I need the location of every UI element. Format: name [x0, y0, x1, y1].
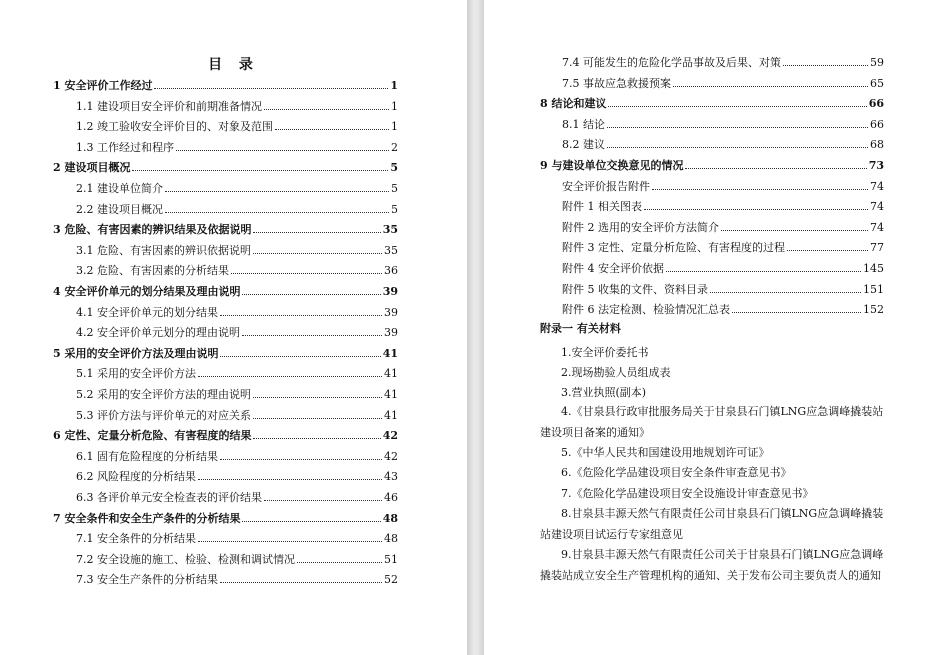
- appendix-item: 7.《危险化学品建设项目安全设施设计审查意见书》: [561, 487, 814, 500]
- dot-leader: [608, 97, 866, 107]
- toc-entry-page: 41: [384, 367, 398, 381]
- dot-leader: [666, 262, 861, 272]
- toc-entry-page: 152: [863, 303, 884, 317]
- toc-entry-label: 2.1 建设单位简介: [76, 182, 163, 195]
- dot-leader: [198, 532, 382, 542]
- dot-leader: [652, 180, 868, 190]
- dot-leader: [783, 56, 868, 66]
- toc-entry-label: 附件 3 定性、定量分析危险、有害程度的过程: [562, 241, 785, 255]
- toc-entry[interactable]: [76, 409, 398, 423]
- toc-entry-label: 5.3 评价方法与评价单元的对应关系: [76, 408, 251, 422]
- toc-entry-page: 65: [870, 76, 884, 90]
- toc-entry-label: 2 建设项目概况: [53, 161, 131, 175]
- toc-entry-label: 6.2 风险程度的分析结果: [76, 470, 196, 484]
- toc-entry[interactable]: [76, 264, 398, 278]
- dot-leader: [297, 553, 382, 563]
- toc-entry-label: 2.2 建设项目概况: [76, 202, 163, 216]
- toc-entry[interactable]: [562, 221, 884, 235]
- toc-entry-label: 7.4 可能发生的危险化学品事故及后果、对策: [562, 56, 781, 69]
- toc-entry-page: 1: [391, 120, 398, 134]
- toc-entry-page: 41: [382, 346, 398, 360]
- toc-entry-page: 42: [384, 449, 398, 463]
- toc-entry[interactable]: [562, 262, 884, 276]
- toc-entry-label: 7.3 安全生产条件的分析结果: [76, 573, 218, 587]
- toc-entry-label: 7.5 事故应急救援预案: [562, 76, 671, 90]
- dot-leader: [673, 77, 868, 87]
- toc-entry[interactable]: [562, 138, 884, 152]
- dot-leader: [154, 79, 388, 89]
- toc-entry-label: 1.1 建设项目安全评价和前期准备情况: [76, 99, 262, 113]
- dot-leader: [644, 200, 868, 210]
- toc-entry[interactable]: [76, 470, 398, 484]
- dot-leader: [220, 573, 382, 583]
- toc-entry[interactable]: [53, 347, 398, 361]
- dot-leader: [220, 347, 380, 357]
- toc-entry-label: 4.1 安全评价单元的划分结果: [76, 305, 218, 319]
- toc-entry-label: 7 安全条件和安全生产条件的分析结果: [53, 511, 241, 525]
- toc-entry[interactable]: [76, 388, 398, 402]
- toc-entry[interactable]: [76, 491, 398, 505]
- toc-entry-page: 41: [384, 408, 398, 422]
- appendix-item: 5.《中华人民共和国建设用地规划许可证》: [561, 446, 770, 459]
- toc-entry-page: 68: [870, 138, 884, 152]
- toc-entry[interactable]: [76, 573, 398, 587]
- dot-leader: [253, 244, 382, 254]
- toc-entry-page: 74: [870, 200, 884, 214]
- toc-entry[interactable]: [76, 100, 398, 114]
- toc-entry[interactable]: [53, 429, 398, 443]
- toc-entry-page: 59: [870, 56, 884, 69]
- toc-entry-page: 1: [391, 99, 398, 113]
- toc-entry-label: 7.2 安全设施的施工、检验、检测和调试情况: [76, 552, 295, 566]
- toc-entry-label: 8.1 结论: [562, 117, 605, 131]
- dot-leader: [231, 264, 382, 274]
- toc-entry-page: 1: [390, 79, 398, 92]
- dot-leader: [132, 161, 388, 171]
- dot-leader: [242, 326, 382, 336]
- appendix-title: 附录一 有关材料: [540, 322, 621, 335]
- toc-entry-label: 3 危险、有害因素的辨识结果及依据说明: [53, 223, 252, 237]
- toc-entry-label: 3.1 危险、有害因素的辨识依据说明: [76, 243, 251, 257]
- dot-leader: [721, 221, 868, 231]
- dot-leader: [787, 241, 868, 251]
- toc-entry-page: 5: [391, 202, 398, 216]
- toc-entry[interactable]: [53, 285, 398, 299]
- toc-entry-page: 74: [870, 179, 884, 193]
- toc-entry-label: 1 安全评价工作经过: [53, 79, 153, 92]
- toc-entry-page: 39: [384, 326, 398, 340]
- toc-entry-label: 3.2 危险、有害因素的分析结果: [76, 264, 229, 278]
- toc-entry-page: 48: [384, 532, 398, 546]
- toc-entry[interactable]: [562, 56, 884, 70]
- toc-entry-page: 151: [863, 282, 884, 296]
- toc-entry[interactable]: [562, 241, 884, 255]
- toc-entry-page: 145: [863, 262, 884, 275]
- dot-leader: [165, 203, 389, 213]
- toc-entry-label: 6 定性、定量分析危险、有害程度的结果: [53, 429, 252, 443]
- appendix-item: 9.甘泉县丰源天然气有限责任公司关于甘泉县石门镇LNG应急调峰撬装站成立安全生产管理机构的通知、关于发布公司主要负责人的通知: [540, 548, 884, 582]
- dot-leader: [732, 303, 861, 313]
- toc-title: 目 录: [208, 57, 259, 73]
- appendix-item: 3.营业执照(副本): [561, 386, 647, 399]
- toc-entry[interactable]: [53, 223, 398, 237]
- toc-entry-page: 35: [382, 223, 398, 237]
- dot-leader: [253, 429, 380, 439]
- toc-entry-label: 5.2 采用的安全评价方法的理由说明: [76, 388, 251, 401]
- toc-entry[interactable]: [76, 450, 398, 464]
- toc-entry-page: 66: [870, 117, 884, 131]
- toc-entry-page: 36: [384, 264, 398, 278]
- toc-entry[interactable]: [562, 118, 884, 132]
- toc-entry-label: 1.2 竣工验收安全评价目的、对象及范围: [76, 120, 273, 134]
- dot-leader: [198, 470, 382, 480]
- toc-entry-page: 39: [382, 285, 398, 298]
- dot-leader: [253, 223, 380, 233]
- toc-entry-label: 8.2 建议: [562, 138, 605, 152]
- dot-leader: [176, 141, 389, 151]
- toc-entry[interactable]: [562, 303, 884, 317]
- toc-entry[interactable]: [540, 97, 884, 111]
- toc-entry-page: 77: [870, 241, 884, 255]
- toc-entry-page: 48: [382, 511, 398, 525]
- toc-entry[interactable]: [76, 182, 398, 196]
- appendix-item: 2.现场勘验人员组成表: [561, 366, 671, 379]
- dot-leader: [685, 159, 866, 169]
- toc-entry-page: 35: [384, 243, 398, 257]
- toc-entry-label: 安全评价报告附件: [562, 179, 650, 193]
- toc-entry[interactable]: [76, 244, 398, 258]
- dot-leader: [607, 118, 868, 128]
- dot-leader: [253, 409, 382, 419]
- appendix-item: 8.甘泉县丰源天然气有限责任公司甘泉县石门镇LNG应急调峰撬装站建设项目试运行专家组意见: [540, 507, 884, 541]
- toc-entry[interactable]: [53, 79, 398, 93]
- toc-entry-page: 51: [384, 552, 398, 566]
- toc-entry-page: 73: [868, 159, 884, 172]
- toc-entry-label: 附件 6 法定检测、检验情况汇总表: [562, 303, 730, 317]
- appendix-item: 6.《危险化学品建设项目安全条件审查意见书》: [561, 466, 792, 479]
- toc-entry-label: 7.1 安全条件的分析结果: [76, 532, 196, 546]
- toc-entry[interactable]: [76, 367, 398, 381]
- toc-entry-label: 8 结论和建议: [540, 97, 607, 111]
- dot-leader: [165, 182, 389, 192]
- toc-entry[interactable]: [76, 326, 398, 340]
- dot-leader: [220, 306, 382, 316]
- dot-leader: [198, 367, 382, 377]
- toc-entry-page: 39: [384, 305, 398, 319]
- toc-entry-label: 6.3 各评价单元安全检查表的评价结果: [76, 491, 262, 504]
- toc-entry-page: 42: [382, 429, 398, 443]
- toc-entry[interactable]: [53, 512, 398, 526]
- dot-leader: [264, 100, 389, 110]
- dot-leader: [275, 120, 389, 130]
- toc-entry-label: 附件 5 收集的文件、资料目录: [562, 282, 708, 296]
- toc-entry[interactable]: [76, 120, 398, 134]
- toc-entry-label: 附件 2 选用的安全评价方法简介: [562, 220, 719, 234]
- left-page: [0, 0, 467, 655]
- dot-leader: [242, 512, 380, 522]
- toc-entry[interactable]: [562, 77, 884, 91]
- toc-entry-label: 1.3 工作经过和程序: [76, 140, 174, 154]
- page-gutter: [467, 0, 484, 655]
- toc-entry[interactable]: [562, 283, 884, 297]
- dot-leader: [220, 450, 382, 460]
- toc-entry[interactable]: [562, 200, 884, 214]
- toc-entry-page: 74: [870, 220, 884, 234]
- toc-entry-label: 5 采用的安全评价方法及理由说明: [53, 346, 219, 360]
- dot-leader: [710, 283, 861, 293]
- toc-entry-label: 6.1 固有危险程度的分析结果: [76, 449, 218, 463]
- toc-entry-label: 5.1 采用的安全评价方法: [76, 367, 196, 381]
- toc-entry-label: 附件 4 安全评价依据: [562, 262, 664, 275]
- toc-entry-label: 4 安全评价单元的划分结果及理由说明: [53, 285, 241, 298]
- toc-entry-page: 5: [390, 161, 398, 175]
- toc-entry-page: 43: [384, 470, 398, 484]
- dot-leader: [242, 285, 380, 295]
- dot-leader: [253, 388, 382, 398]
- right-page: [484, 0, 952, 655]
- appendix-item: 4.《甘泉县行政审批服务局关于甘泉县石门镇LNG应急调峰撬装站建设项目备案的通知》: [540, 405, 884, 439]
- toc-entry-page: 52: [384, 573, 398, 587]
- toc-entry-label: 附件 1 相关图表: [562, 200, 642, 214]
- toc-entry-page: 2: [391, 140, 398, 154]
- toc-entry-page: 66: [868, 97, 884, 111]
- toc-entry[interactable]: [76, 203, 398, 217]
- toc-entry[interactable]: [76, 306, 398, 320]
- toc-entry-page: 46: [384, 491, 398, 504]
- toc-entry[interactable]: [76, 553, 398, 567]
- dot-leader: [607, 138, 868, 148]
- toc-entry-page: 41: [384, 388, 398, 401]
- appendix-item: 1.安全评价委托书: [561, 346, 649, 359]
- toc-entry[interactable]: [540, 159, 884, 173]
- dot-leader: [264, 491, 382, 501]
- toc-entry-label: 4.2 安全评价单元划分的理由说明: [76, 326, 240, 340]
- toc-entry[interactable]: [562, 180, 884, 194]
- toc-entry[interactable]: [76, 141, 398, 155]
- toc-entry[interactable]: [76, 532, 398, 546]
- toc-entry-label: 9 与建设单位交换意见的情况: [540, 159, 684, 172]
- toc-entry[interactable]: [53, 161, 398, 175]
- toc-entry-page: 5: [391, 182, 398, 195]
